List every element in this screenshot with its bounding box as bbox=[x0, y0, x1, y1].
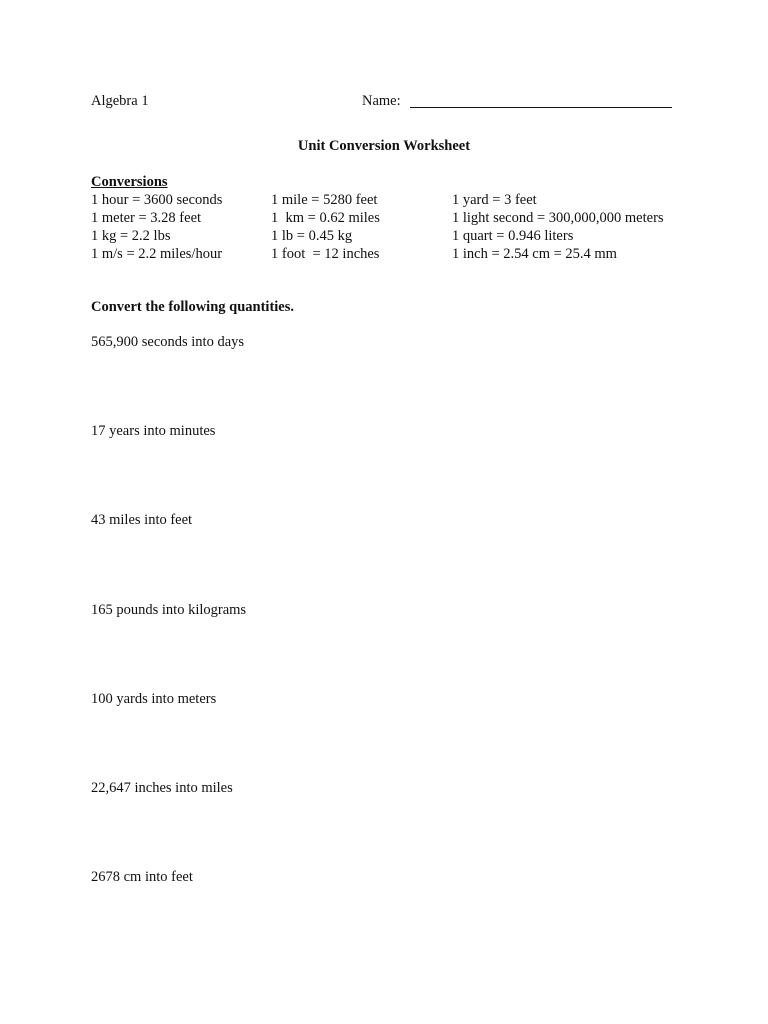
problem-item: 43 miles into feet bbox=[91, 512, 193, 528]
conversions-heading: Conversions bbox=[91, 174, 168, 190]
conversion-fact: 1 mile = 5280 feet bbox=[271, 192, 378, 208]
conversion-fact: 1 km = 0.62 miles bbox=[271, 210, 380, 226]
conversion-fact: 1 hour = 3600 seconds bbox=[91, 192, 223, 208]
conversion-fact: 1 foot = 12 inches bbox=[271, 246, 380, 262]
worksheet-title: Unit Conversion Worksheet bbox=[297, 138, 471, 154]
problem-item: 2678 cm into feet bbox=[91, 869, 193, 885]
conversion-fact: 1 kg = 2.2 lbs bbox=[91, 228, 171, 244]
conversion-fact: 1 yard = 3 feet bbox=[452, 192, 537, 208]
conversion-fact: 1 lb = 0.45 kg bbox=[271, 228, 353, 244]
problem-item: 22,647 inches into miles bbox=[91, 780, 233, 796]
conversion-fact: 1 quart = 0.946 liters bbox=[452, 228, 574, 244]
conversion-fact: 1 m/s = 2.2 miles/hour bbox=[91, 246, 223, 262]
problem-item: 100 yards into meters bbox=[91, 691, 217, 707]
instructions: Convert the following quantities. bbox=[91, 299, 294, 315]
conversions-column-1 bbox=[91, 191, 222, 263]
problem-item: 165 pounds into kilograms bbox=[91, 602, 247, 618]
name-label: Name: bbox=[362, 93, 401, 109]
problem-item: 17 years into minutes bbox=[91, 423, 216, 439]
conversion-fact: 1 inch = 2.54 cm = 25.4 mm bbox=[452, 246, 617, 262]
conversions-column-3 bbox=[452, 191, 664, 263]
conversion-fact: 1 light second = 300,000,000 meters bbox=[452, 210, 664, 226]
conversions-column-2 bbox=[271, 191, 380, 263]
name-blank-line bbox=[410, 107, 672, 108]
problem-item: 565,900 seconds into days bbox=[91, 334, 245, 350]
conversion-fact: 1 meter = 3.28 feet bbox=[91, 210, 202, 226]
course-title: Algebra 1 bbox=[91, 93, 149, 109]
